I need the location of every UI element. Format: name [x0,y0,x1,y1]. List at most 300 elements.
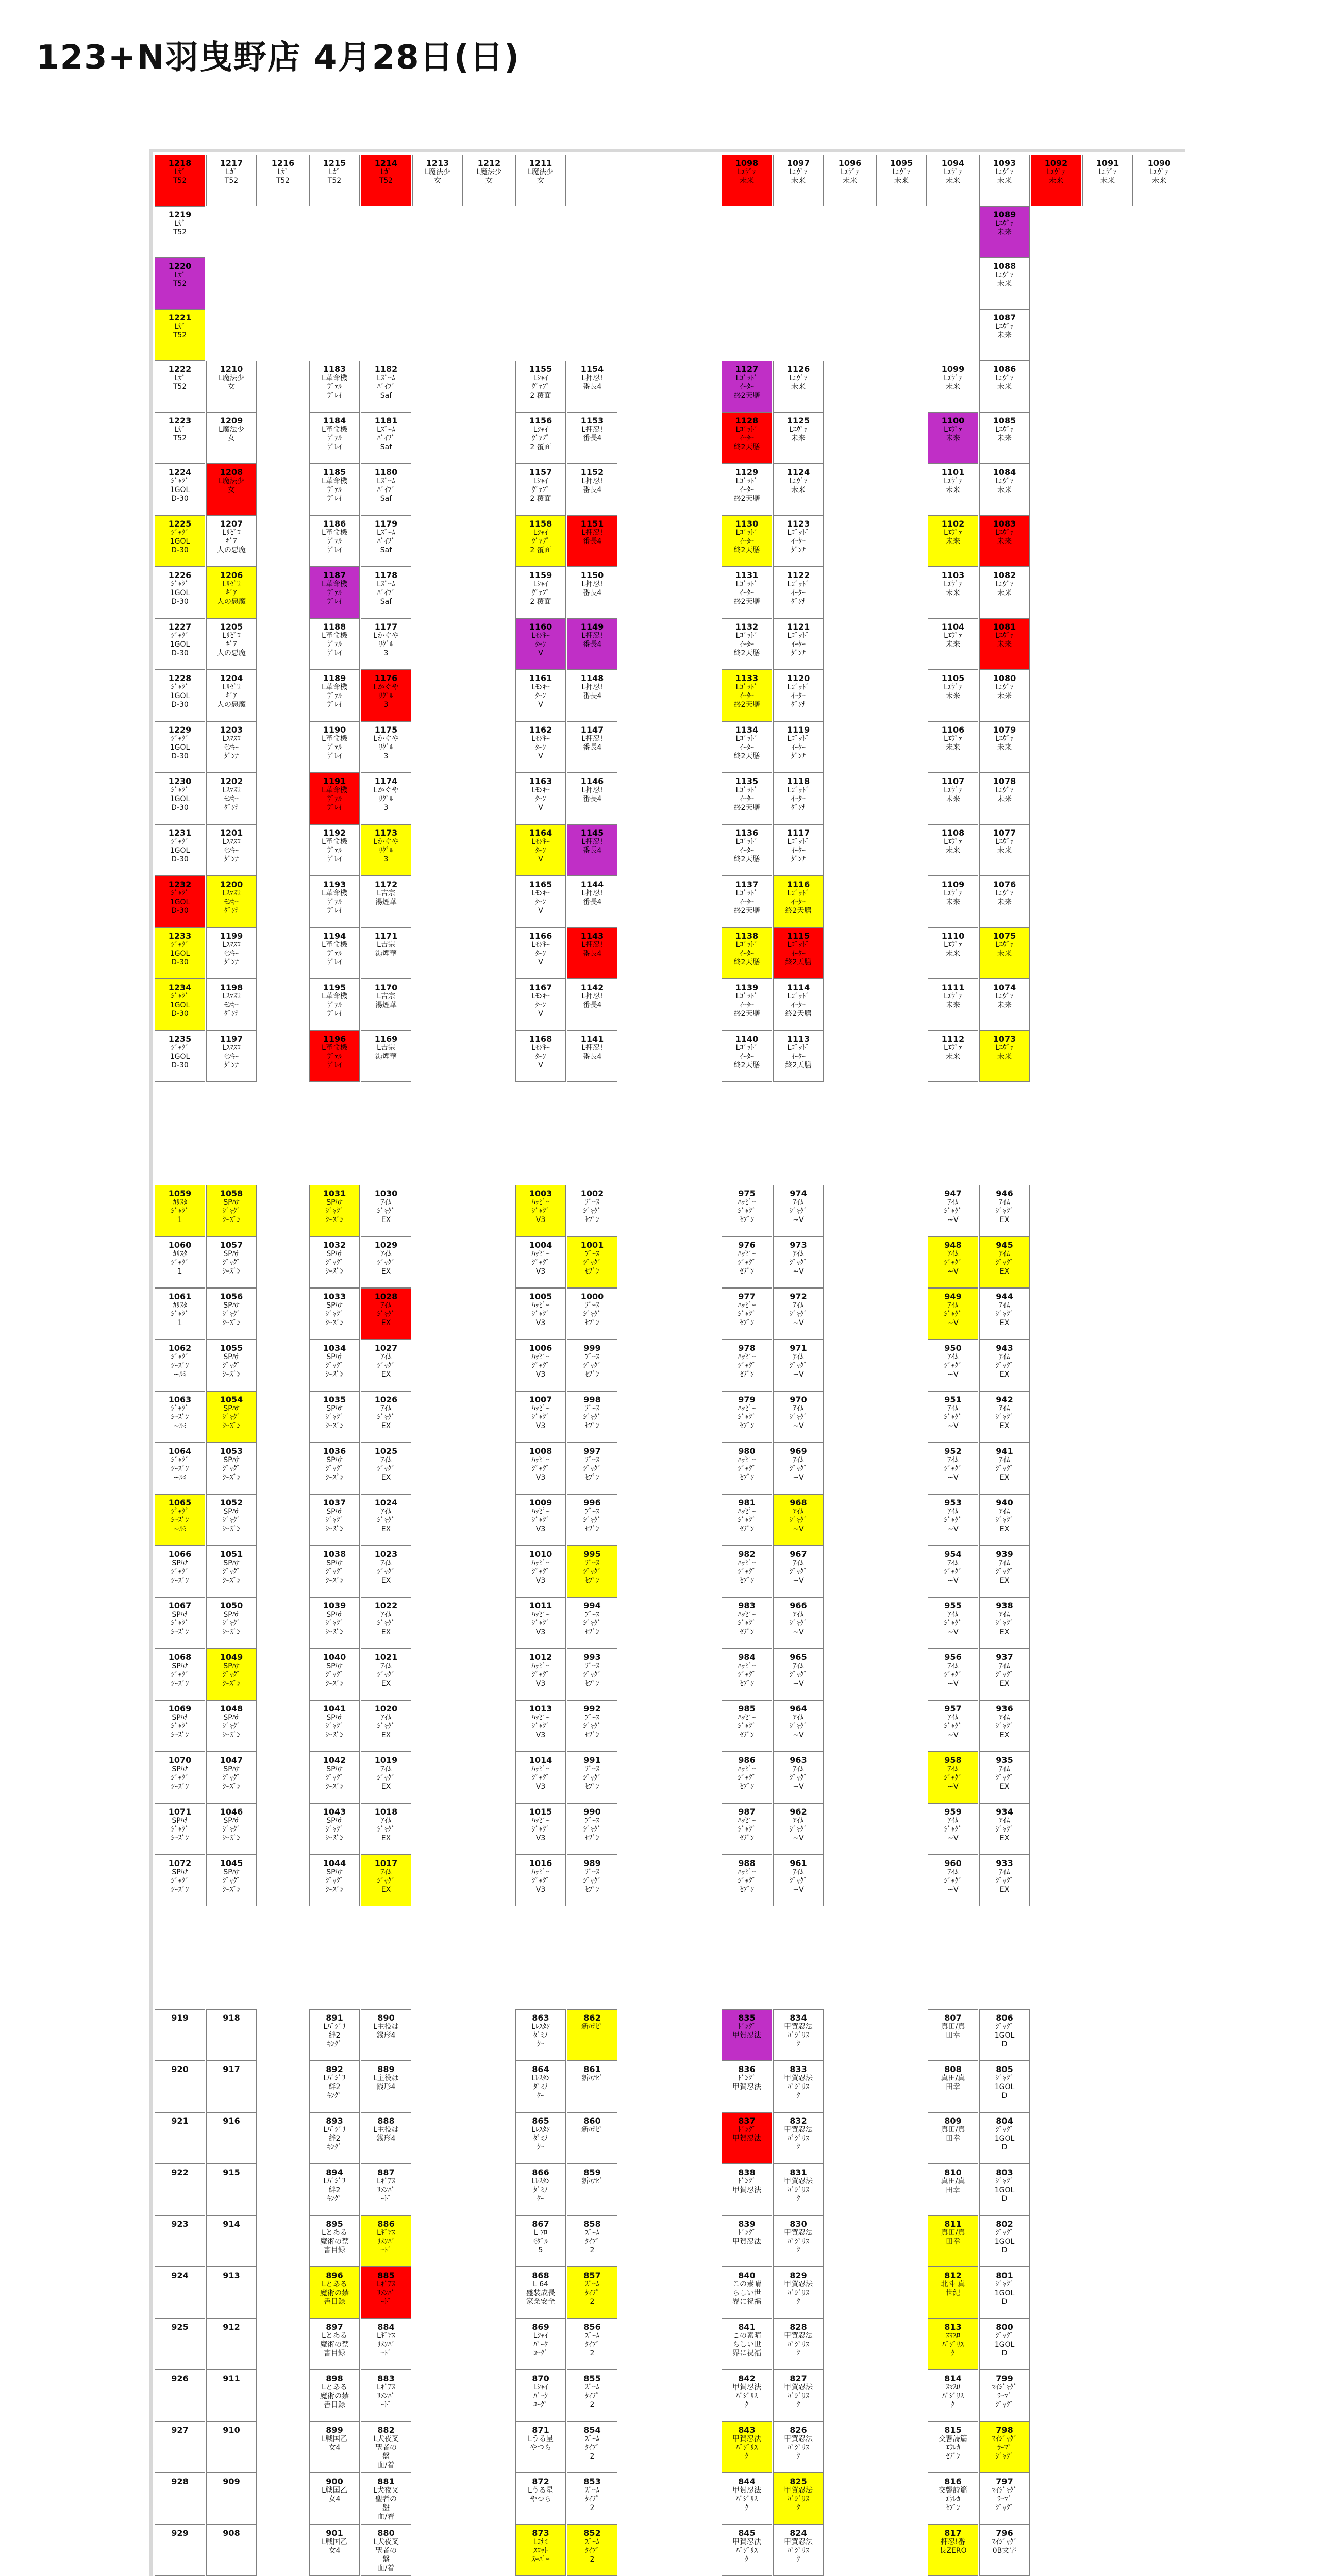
machine-cell[interactable] [155,1700,205,1752]
machine-cell[interactable] [722,2370,772,2421]
machine-cell[interactable] [928,1185,978,1236]
machine-cell[interactable] [309,567,360,618]
machine-cell[interactable] [206,1855,257,1906]
machine-cell[interactable] [309,2009,360,2061]
machine-cell[interactable] [567,1803,617,1855]
machine-cell[interactable] [928,412,978,464]
machine-cell[interactable] [515,515,566,567]
machine-cell[interactable] [928,1649,978,1700]
machine-cell[interactable] [928,824,978,876]
machine-cell[interactable] [979,876,1030,927]
machine-cell[interactable] [361,464,411,515]
machine-cell[interactable] [928,2473,978,2524]
machine-cell[interactable] [155,1340,205,1391]
machine-cell[interactable] [979,1700,1030,1752]
machine-cell[interactable] [722,1236,772,1288]
machine-cell[interactable] [515,1597,566,1649]
machine-cell[interactable] [722,721,772,773]
machine-cell[interactable] [979,361,1030,412]
machine-cell[interactable] [155,2524,205,2576]
machine-cell[interactable] [361,1288,411,1340]
machine-cell[interactable] [309,1391,360,1443]
machine-cell[interactable] [309,2473,360,2524]
machine-cell[interactable] [155,2473,205,2524]
machine-cell[interactable] [567,2421,617,2473]
machine-cell[interactable] [928,361,978,412]
machine-cell[interactable] [515,1288,566,1340]
machine-cell[interactable] [979,1494,1030,1546]
machine-cell[interactable] [309,876,360,927]
machine-cell[interactable] [206,1597,257,1649]
machine-cell[interactable] [361,361,411,412]
machine-cell[interactable] [515,1494,566,1546]
machine-cell[interactable] [928,1340,978,1391]
machine-cell[interactable] [773,1855,824,1906]
machine-cell[interactable] [309,927,360,979]
machine-cell[interactable] [773,515,824,567]
machine-cell[interactable] [979,1752,1030,1803]
machine-cell[interactable] [155,2215,205,2267]
machine-cell[interactable] [155,1597,205,1649]
machine-cell[interactable] [309,464,360,515]
machine-cell[interactable] [979,927,1030,979]
machine-cell[interactable] [979,1597,1030,1649]
machine-cell[interactable] [979,824,1030,876]
machine-cell[interactable] [309,1443,360,1494]
machine-cell[interactable] [515,1236,566,1288]
machine-cell[interactable] [155,361,205,412]
machine-cell[interactable] [722,515,772,567]
machine-cell[interactable] [309,412,360,464]
machine-cell[interactable] [979,2164,1030,2215]
machine-cell[interactable] [155,1391,205,1443]
machine-cell[interactable] [773,1236,824,1288]
machine-cell[interactable] [361,2164,411,2215]
machine-cell[interactable] [567,1494,617,1546]
machine-cell[interactable] [722,1340,772,1391]
machine-cell[interactable] [515,670,566,721]
machine-cell[interactable] [155,1030,205,1082]
machine-cell[interactable] [722,2267,772,2318]
machine-cell[interactable] [928,1443,978,1494]
machine-cell[interactable] [206,1340,257,1391]
machine-cell[interactable] [567,2164,617,2215]
machine-cell[interactable] [979,2370,1030,2421]
machine-cell[interactable] [773,2370,824,2421]
machine-cell[interactable] [206,1443,257,1494]
machine-cell[interactable] [361,876,411,927]
machine-cell[interactable] [773,361,824,412]
machine-cell[interactable] [361,1649,411,1700]
machine-cell[interactable] [206,515,257,567]
machine-cell[interactable] [979,412,1030,464]
machine-cell[interactable] [515,824,566,876]
machine-cell[interactable] [515,2318,566,2370]
machine-cell[interactable] [515,567,566,618]
machine-cell[interactable] [928,2370,978,2421]
machine-cell[interactable] [206,1494,257,1546]
machine-cell[interactable] [567,1443,617,1494]
machine-cell[interactable] [722,1185,772,1236]
machine-cell[interactable] [515,1700,566,1752]
machine-cell[interactable] [928,2061,978,2112]
machine-cell[interactable] [722,2215,772,2267]
machine-cell[interactable] [155,670,205,721]
machine-cell[interactable] [515,2524,566,2576]
machine-cell[interactable] [567,1340,617,1391]
machine-cell[interactable] [979,2524,1030,2576]
machine-cell[interactable] [309,2370,360,2421]
machine-cell[interactable] [309,773,360,824]
machine-cell[interactable] [979,618,1030,670]
machine-cell[interactable] [361,2318,411,2370]
machine-cell[interactable] [515,618,566,670]
machine-cell[interactable] [773,721,824,773]
machine-cell[interactable] [722,618,772,670]
machine-cell[interactable] [206,361,257,412]
machine-cell[interactable] [567,1288,617,1340]
machine-cell[interactable] [309,361,360,412]
machine-cell[interactable] [773,2267,824,2318]
machine-cell[interactable] [722,1546,772,1597]
machine-cell[interactable] [928,1803,978,1855]
machine-cell[interactable] [515,721,566,773]
machine-cell[interactable] [155,1288,205,1340]
machine-cell[interactable] [928,721,978,773]
machine-cell[interactable] [155,1236,205,1288]
machine-cell[interactable] [155,2112,205,2164]
machine-cell[interactable] [1134,155,1184,206]
machine-cell[interactable] [722,1700,772,1752]
machine-cell[interactable] [773,1185,824,1236]
machine-cell[interactable] [155,206,205,258]
machine-cell[interactable] [722,1030,772,1082]
machine-cell[interactable] [155,1855,205,1906]
machine-cell[interactable] [567,979,617,1030]
machine-cell[interactable] [773,1030,824,1082]
machine-cell[interactable] [309,1340,360,1391]
machine-cell[interactable] [155,515,205,567]
machine-cell[interactable] [206,1803,257,1855]
machine-cell[interactable] [722,1649,772,1700]
machine-cell[interactable] [309,2421,360,2473]
machine-cell[interactable] [567,515,617,567]
machine-cell[interactable] [979,258,1030,309]
machine-cell[interactable] [567,927,617,979]
machine-cell[interactable] [567,876,617,927]
machine-cell[interactable] [515,2112,566,2164]
machine-cell[interactable] [206,1185,257,1236]
machine-cell[interactable] [979,1391,1030,1443]
machine-cell[interactable] [155,2421,205,2473]
machine-cell[interactable] [979,1185,1030,1236]
machine-cell[interactable] [515,1649,566,1700]
machine-cell[interactable] [773,412,824,464]
machine-cell[interactable] [155,2370,205,2421]
machine-cell[interactable] [361,1443,411,1494]
machine-cell[interactable] [155,1803,205,1855]
machine-cell[interactable] [773,618,824,670]
machine-cell[interactable] [979,464,1030,515]
machine-cell[interactable] [515,1030,566,1082]
machine-cell[interactable] [567,2318,617,2370]
machine-cell[interactable] [1031,155,1081,206]
machine-cell[interactable] [722,1855,772,1906]
machine-cell[interactable] [567,2370,617,2421]
machine-cell[interactable] [515,361,566,412]
machine-cell[interactable] [722,1443,772,1494]
machine-cell[interactable] [928,1546,978,1597]
machine-cell[interactable] [722,1597,772,1649]
machine-cell[interactable] [361,2267,411,2318]
machine-cell[interactable] [928,1236,978,1288]
machine-cell[interactable] [928,773,978,824]
machine-cell[interactable] [928,2267,978,2318]
machine-cell[interactable] [722,412,772,464]
machine-cell[interactable] [979,2267,1030,2318]
machine-cell[interactable] [928,979,978,1030]
machine-cell[interactable] [361,2370,411,2421]
machine-cell[interactable] [206,2061,257,2112]
machine-cell[interactable] [722,979,772,1030]
machine-cell[interactable] [206,979,257,1030]
machine-cell[interactable] [309,824,360,876]
machine-cell[interactable] [361,1494,411,1546]
machine-cell[interactable] [309,1185,360,1236]
machine-cell[interactable] [567,2061,617,2112]
machine-cell[interactable] [979,1236,1030,1288]
machine-cell[interactable] [309,515,360,567]
machine-cell[interactable] [928,670,978,721]
machine-cell[interactable] [928,2524,978,2576]
machine-cell[interactable] [515,2267,566,2318]
machine-cell[interactable] [515,927,566,979]
machine-cell[interactable] [515,1391,566,1443]
machine-cell[interactable] [722,1494,772,1546]
machine-cell[interactable] [722,876,772,927]
machine-cell[interactable] [309,2267,360,2318]
machine-cell[interactable] [773,1288,824,1340]
machine-cell[interactable] [206,412,257,464]
machine-cell[interactable] [567,670,617,721]
machine-cell[interactable] [928,1288,978,1340]
machine-cell[interactable] [309,1700,360,1752]
machine-cell[interactable] [361,2112,411,2164]
machine-cell[interactable] [928,2112,978,2164]
machine-cell[interactable] [206,2164,257,2215]
machine-cell[interactable] [722,567,772,618]
machine-cell[interactable] [361,1185,411,1236]
machine-cell[interactable] [773,1803,824,1855]
machine-cell[interactable] [773,1494,824,1546]
machine-cell[interactable] [309,1803,360,1855]
machine-cell[interactable] [361,824,411,876]
machine-cell[interactable] [773,1546,824,1597]
machine-cell[interactable] [361,979,411,1030]
machine-cell[interactable] [773,2524,824,2576]
machine-cell[interactable] [1082,155,1133,206]
machine-cell[interactable] [206,927,257,979]
machine-cell[interactable] [206,1752,257,1803]
machine-cell[interactable] [773,2215,824,2267]
machine-cell[interactable] [979,206,1030,258]
machine-cell[interactable] [258,155,308,206]
machine-cell[interactable] [155,876,205,927]
machine-cell[interactable] [206,2009,257,2061]
machine-cell[interactable] [361,2524,411,2576]
machine-cell[interactable] [979,1803,1030,1855]
machine-cell[interactable] [206,1288,257,1340]
machine-cell[interactable] [567,618,617,670]
machine-cell[interactable] [722,1752,772,1803]
machine-cell[interactable] [567,1752,617,1803]
machine-cell[interactable] [361,2215,411,2267]
machine-cell[interactable] [361,567,411,618]
machine-cell[interactable] [206,2215,257,2267]
machine-cell[interactable] [206,2370,257,2421]
machine-cell[interactable] [979,567,1030,618]
machine-cell[interactable] [206,2421,257,2473]
machine-cell[interactable] [773,1752,824,1803]
machine-cell[interactable] [979,2112,1030,2164]
machine-cell[interactable] [567,721,617,773]
machine-cell[interactable] [361,721,411,773]
machine-cell[interactable] [155,773,205,824]
machine-cell[interactable] [979,1546,1030,1597]
machine-cell[interactable] [773,2009,824,2061]
machine-cell[interactable] [928,464,978,515]
machine-cell[interactable] [567,1855,617,1906]
machine-cell[interactable] [722,927,772,979]
machine-cell[interactable] [567,361,617,412]
machine-cell[interactable] [515,2421,566,2473]
machine-cell[interactable] [979,1649,1030,1700]
machine-cell[interactable] [928,1752,978,1803]
machine-cell[interactable] [361,927,411,979]
machine-cell[interactable] [979,155,1030,206]
machine-cell[interactable] [567,773,617,824]
machine-cell[interactable] [361,1030,411,1082]
machine-cell[interactable] [515,979,566,1030]
machine-cell[interactable] [309,670,360,721]
machine-cell[interactable] [722,1288,772,1340]
machine-cell[interactable] [361,1752,411,1803]
machine-cell[interactable] [773,1443,824,1494]
machine-cell[interactable] [361,618,411,670]
machine-cell[interactable] [155,258,205,309]
machine-cell[interactable] [722,2524,772,2576]
machine-cell[interactable] [979,309,1030,361]
machine-cell[interactable] [773,1340,824,1391]
machine-cell[interactable] [206,1391,257,1443]
machine-cell[interactable] [722,2061,772,2112]
machine-cell[interactable] [979,2473,1030,2524]
machine-cell[interactable] [515,1185,566,1236]
machine-cell[interactable] [206,464,257,515]
machine-cell[interactable] [412,155,463,206]
machine-cell[interactable] [515,2473,566,2524]
machine-cell[interactable] [567,1546,617,1597]
machine-cell[interactable] [979,773,1030,824]
machine-cell[interactable] [773,1649,824,1700]
machine-cell[interactable] [979,721,1030,773]
machine-cell[interactable] [309,2215,360,2267]
machine-cell[interactable] [515,1546,566,1597]
machine-cell[interactable] [773,155,824,206]
machine-cell[interactable] [928,876,978,927]
machine-cell[interactable] [773,824,824,876]
machine-cell[interactable] [515,1855,566,1906]
machine-cell[interactable] [567,2112,617,2164]
machine-cell[interactable] [567,1700,617,1752]
machine-cell[interactable] [567,2524,617,2576]
machine-cell[interactable] [155,1185,205,1236]
machine-cell[interactable] [825,155,875,206]
machine-cell[interactable] [722,2112,772,2164]
machine-cell[interactable] [515,1443,566,1494]
machine-cell[interactable] [773,1391,824,1443]
machine-cell[interactable] [928,1855,978,1906]
machine-cell[interactable] [206,2473,257,2524]
machine-cell[interactable] [928,1030,978,1082]
machine-cell[interactable] [206,2318,257,2370]
machine-cell[interactable] [722,155,772,206]
machine-cell[interactable] [979,670,1030,721]
machine-cell[interactable] [567,2215,617,2267]
machine-cell[interactable] [155,2318,205,2370]
machine-cell[interactable] [773,1597,824,1649]
machine-cell[interactable] [155,1649,205,1700]
machine-cell[interactable] [567,464,617,515]
machine-cell[interactable] [361,1700,411,1752]
machine-cell[interactable] [155,721,205,773]
machine-cell[interactable] [206,1700,257,1752]
machine-cell[interactable] [155,1752,205,1803]
machine-cell[interactable] [361,1236,411,1288]
machine-cell[interactable] [979,1855,1030,1906]
machine-cell[interactable] [928,2009,978,2061]
machine-cell[interactable] [309,2164,360,2215]
machine-cell[interactable] [206,670,257,721]
machine-cell[interactable] [773,567,824,618]
machine-cell[interactable] [928,1597,978,1649]
machine-cell[interactable] [361,1340,411,1391]
machine-cell[interactable] [722,2421,772,2473]
machine-cell[interactable] [928,2215,978,2267]
machine-cell[interactable] [361,155,411,206]
machine-cell[interactable] [773,927,824,979]
machine-cell[interactable] [155,927,205,979]
machine-cell[interactable] [773,876,824,927]
machine-cell[interactable] [722,2164,772,2215]
machine-cell[interactable] [515,1340,566,1391]
machine-cell[interactable] [155,979,205,1030]
machine-cell[interactable] [773,773,824,824]
machine-cell[interactable] [773,464,824,515]
machine-cell[interactable] [876,155,927,206]
machine-cell[interactable] [361,2473,411,2524]
machine-cell[interactable] [928,2164,978,2215]
machine-cell[interactable] [567,824,617,876]
machine-cell[interactable] [515,2164,566,2215]
machine-cell[interactable] [309,2524,360,2576]
machine-cell[interactable] [722,2318,772,2370]
machine-cell[interactable] [722,1803,772,1855]
machine-cell[interactable] [567,1649,617,1700]
machine-cell[interactable] [773,2061,824,2112]
machine-cell[interactable] [928,1494,978,1546]
machine-cell[interactable] [515,773,566,824]
